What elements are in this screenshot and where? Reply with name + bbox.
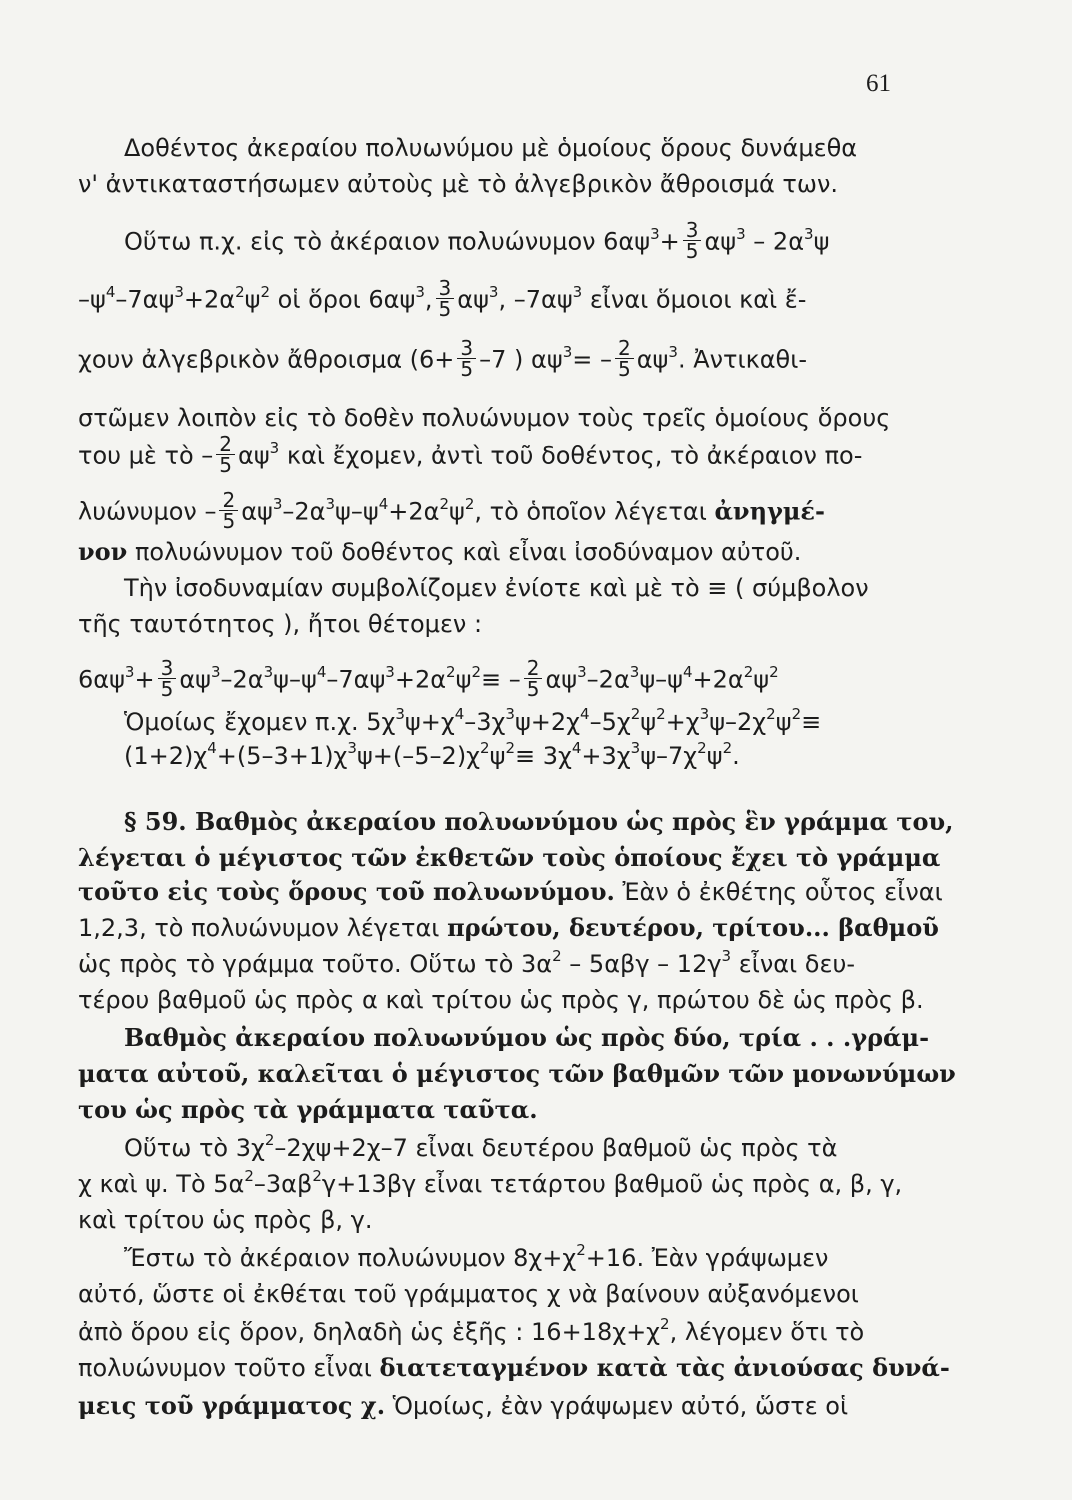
text-line: Οὕτω π.χ. εἰς τὸ ἀκέραιον πολυώνυμον $6\alpha\psi^3+$ $\frac{3}{5}$ $\alpha\psi^3 - 2\alpha^3\psi$: [124, 218, 830, 263]
text-line: ματα αὐτοῦ, καλεῖται ὁ μέγιστος τῶν βαθμῶν τῶν μονωνύμων: [78, 1059, 956, 1088]
text-line: τέρου βαθμοῦ ὡς πρὸς α καὶ τρίτου ὡς πρὸς γ, πρώτου δὲ ὡς πρὸς β.: [78, 986, 924, 1014]
fraction: $\frac{3}{5}$: [158, 658, 177, 699]
text-line: τῆς ταυτότητος ), ἤτοι θέτομεν :: [78, 610, 483, 638]
text-line: ὡς πρὸς τὸ γράμμα τοῦτο. Οὕτω τὸ $3\alpha^2 - 5\alpha\beta\gamma - 12\gamma^3$ εἶναι δευ-: [78, 947, 855, 978]
text-line: νον πολυώνυμον τοῦ δοθέντος καὶ εἶναι ἰσοδύναμον αὐτοῦ.: [78, 537, 802, 566]
text-line: χ καὶ ψ. Τὸ $5\alpha^2-3\alpha\beta^2\gamma+13\beta\gamma$ εἶναι τετάρτου βαθμοῦ ὡς πρὸς α, β, γ,: [78, 1167, 903, 1198]
text-line: λέγεται ὁ μέγιστος τῶν ἐκθετῶν τοὺς ὁποίους ἔχει τὸ γράμμα: [78, 843, 941, 872]
text-line: του ὡς πρὸς τὰ γράμματα ταῦτα.: [78, 1095, 538, 1124]
text-line: τοῦτο εἰς τοὺς ὅρους τοῦ πολυωνύμου. Ἐὰν ὁ ἐκθέτης οὗτος εἶναι: [78, 877, 943, 906]
text-line: καὶ τρίτου ὡς πρὸς β, γ.: [78, 1206, 373, 1234]
text-line: αὐτό, ὥστε οἱ ἐκθέται τοῦ γράμματος χ νὰ βαίνουν αὐξανόμενοι: [78, 1280, 859, 1308]
text-line: Τὴν ἰσοδυναμίαν συμβολίζομεν ἐνίοτε καὶ μὲ τὸ ≡ ( σύμβολον: [124, 574, 869, 602]
text-line: Βαθμὸς ἀκεραίου πολυωνύμου ὡς πρὸς δύο, τρία . . .γράμ-: [124, 1023, 930, 1052]
text-line: πολυώνυμον τοῦτο εἶναι διατεταγμένον κατὰ τὰς ἀνιούσας δυνά-: [78, 1353, 950, 1382]
fraction: $\frac{2}{5}$: [615, 338, 634, 379]
equation-line: Ὁμοίως ἔχομεν π.χ. $5\chi^3\psi+\chi^4-3\chi^3\psi+2\chi^4-5\chi^2\psi^2+\chi^3\psi-2\chi^2\psi^2\equiv$: [124, 705, 822, 736]
text-line: ἀπὸ ὅρου εἰς ὅρον, δηλαδὴ ὡς ἑξῆς : $16+18\chi+\chi^2$, λέγομεν ὅτι τὸ: [78, 1315, 865, 1346]
text-line: στῶμεν λοιπὸν εἰς τὸ δοθὲν πολυώνυμον τοὺς τρεῖς ὁμοίους ὅρους: [78, 404, 891, 432]
equation-line: $6\alpha\psi^3+$ $\frac{3}{5}$ $\alpha\psi^3-2\alpha^3\psi-\psi^4-7\alpha\psi^3+2\alpha^2\psi^2\equiv$ – $\frac{2}{5}$ $\alpha\psi^3-2\alpha^3\psi-\psi^4+2\alpha^2\psi^2$: [78, 656, 779, 701]
text-line: ν' ἀντικαταστήσωμεν αὐτοὺς μὲ τὸ ἀλγεβρικὸν ἄθροισμά των.: [78, 170, 838, 198]
section-heading: § 59. Βαθμὸς ἀκεραίου πολυωνύμου ὡς πρὸς ἓν γράμμα του,: [124, 807, 954, 836]
text-line: Ἔστω τὸ ἀκέραιον πολυώνυμον $8\chi+\chi^2+16$. Ἐὰν γράψωμεν: [124, 1241, 829, 1272]
fraction: $\frac{2}{5}$: [219, 490, 238, 531]
fraction: $\frac{3}{5}$: [436, 278, 455, 319]
text-line: Οὕτω τὸ $3\chi^2-2\chi\psi+2\chi-7$ εἶναι δευτέρου βαθμοῦ ὡς πρὸς τὰ: [124, 1131, 838, 1162]
equation-line: $(1+2)\chi^4+(5-3+1)\chi^3\psi+(-5-2)\chi^2\psi^2\equiv 3\chi^4+3\chi^3\psi-7\chi^2\psi^2$.: [124, 739, 740, 770]
fraction: $\frac{3}{5}$: [457, 338, 476, 379]
text-line: του μὲ τὸ – $\frac{2}{5}$ $\alpha\psi^3$ καὶ ἔχομεν, ἀντὶ τοῦ δοθέντος, τὸ ἀκέραιον πο-: [78, 432, 863, 477]
text-line: χουν ἀλγεβρικὸν ἄθροισμα (6+ $\frac{3}{5}$ –7 ) $\alpha\psi^3=$ – $\frac{2}{5}$ $\alpha\psi^3$. Ἀντικαθι-: [78, 336, 808, 381]
text-line: 1,2,3, τὸ πολυώνυμον λέγεται πρώτου, δευτέρου, τρίτου... βαθμοῦ: [78, 913, 939, 942]
text-line: μεις τοῦ γράμματος χ. Ὁμοίως, ἐὰν γράψωμεν αὐτό, ὥστε οἱ: [78, 1391, 849, 1420]
fraction: $\frac{3}{5}$: [683, 220, 702, 261]
fraction: $\frac{2}{5}$: [524, 658, 543, 699]
page-number: 61: [866, 70, 891, 97]
text-line: Δοθέντος ἀκεραίου πολυωνύμου μὲ ὁμοίους ὅρους δυνάμεθα: [124, 134, 858, 162]
text-line: $-\psi^4-7\alpha\psi^3+2\alpha^2\psi^2$ οἱ ὅροι $6\alpha\psi^3$, $\frac{3}{5}$ $\alpha\psi^3$, $-7\alpha\psi^3$ εἶναι ὅμοιοι καὶ ἔ-: [78, 276, 807, 321]
fraction: $\frac{2}{5}$: [216, 434, 235, 475]
text-line: λυώνυμον – $\frac{2}{5}$ $\alpha\psi^3-2\alpha^3\psi-\psi^4+2\alpha^2\psi^2$, τὸ ὁποῖον λέγεται ἀνηγμέ-: [78, 488, 825, 533]
